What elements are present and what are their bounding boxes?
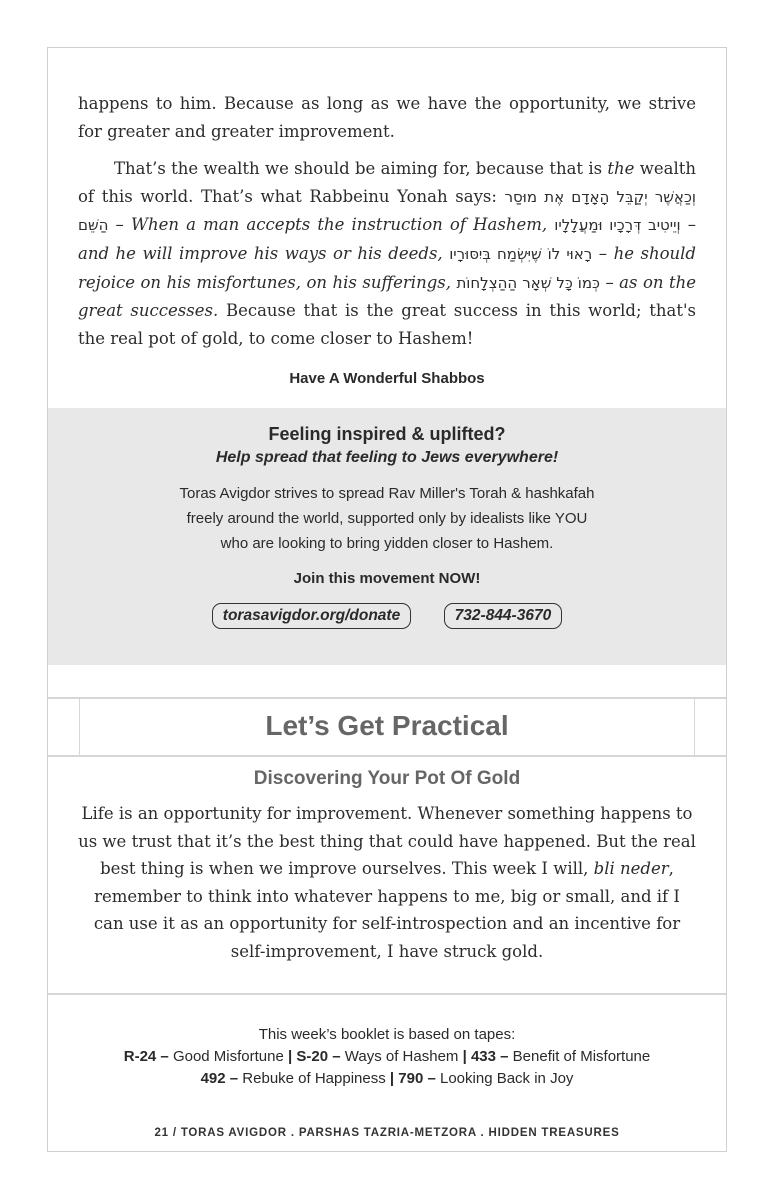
tapes: This week’s booklet is based on tapes: R-24 – Good Misfortune | S-20 – Ways of Hashem | 433 – Benefit of Misfortune 492 – Rebuke of Happiness | 790 – Looking Back in Joy bbox=[48, 1024, 726, 1090]
tape-code: 790 – bbox=[398, 1070, 436, 1087]
promo-line: Toras Avigdor strives to spread Rav Miller's Torah & hashkafah bbox=[179, 485, 595, 502]
paragraph-wealth bbox=[78, 155, 696, 352]
tape-code: S-20 – bbox=[296, 1048, 341, 1065]
practical-paragraph bbox=[78, 800, 696, 966]
paragraph-intro: happens to him. Because as long as we have the opportunity, we strive for greater and greater improvement. bbox=[78, 94, 696, 141]
translation: – and he will improve his ways or his deeds, bbox=[78, 215, 696, 263]
hebrew-quote: כְּמוֹ כָּל שְׁאָר הַהַצְלָחוֹת bbox=[456, 273, 600, 292]
translation: – he should rejoice on his misfortunes, on his sufferings, bbox=[78, 243, 696, 292]
translation: – as on the great successes. bbox=[78, 272, 697, 321]
tape-code: 492 – bbox=[200, 1070, 239, 1087]
tape-title: Rebuke of Happiness bbox=[238, 1070, 386, 1087]
signoff: Have A Wonderful Shabbos bbox=[289, 370, 485, 388]
text-italic: the bbox=[607, 159, 635, 179]
promo-subtitle: Help spread that feeling to Jews everywhere! bbox=[215, 449, 559, 466]
section-header-title: Let’s Get Practical bbox=[79, 699, 695, 755]
text: , remember to think into whatever happens to me, big or small, and if I can use it as an opportunity for self-introspection and an incentive for self-improvement, I have struck gold. bbox=[93, 859, 681, 961]
tape-title: Ways of Hashem bbox=[340, 1048, 459, 1065]
donation-box bbox=[48, 408, 726, 665]
page-footer: 21 / TORAS AVIGDOR . PARSHAS TAZRIA-METZORA . HIDDEN TREASURES bbox=[154, 1127, 620, 1139]
promo-title: Feeling inspired & uplifted? bbox=[268, 424, 506, 444]
promo-line: freely around the world, supported only by idealists like YOU bbox=[186, 510, 588, 527]
translation: – When a man accepts the instruction of Hashem, bbox=[108, 215, 555, 235]
section-header bbox=[48, 697, 726, 757]
promo-cta: Join this movement NOW! bbox=[293, 570, 481, 587]
promo-line: who are looking to bring yidden closer to Hashem. bbox=[220, 535, 554, 552]
tapes-intro: This week’s booklet is based on tapes: bbox=[258, 1026, 516, 1043]
text: That’s the wealth we should be aiming for, because that is bbox=[114, 159, 608, 179]
tape-code: 433 – bbox=[470, 1048, 509, 1065]
phone-link[interactable]: 732-844-3670 bbox=[444, 603, 563, 629]
tape-title: Benefit of Misfortune bbox=[508, 1048, 651, 1065]
text: Life is an opportunity for improvement. Whenever something happens to us we trust that it’s the best thing that could have happened. But the real best thing is when we improve ourselves. This week I will, bbox=[78, 804, 696, 879]
practical-title: Discovering Your Pot Of Gold bbox=[253, 768, 521, 789]
tape-code: R-24 – bbox=[123, 1048, 169, 1065]
text: wealth of this world. That’s what Rabbeinu Yonah says: bbox=[78, 159, 696, 206]
text-italic: bli neder bbox=[593, 859, 669, 879]
tape-title: Good Misfortune bbox=[168, 1048, 284, 1065]
donate-link[interactable]: torasavigdor.org/donate bbox=[212, 603, 411, 629]
text: Because that is the great success in this world; that's the real pot of gold, to come closer to Hashem! bbox=[78, 301, 697, 348]
hebrew-quote: וְיֵיטִיב דְּרָכָיו וּמַעֲלָלָיו bbox=[554, 216, 681, 235]
hebrew-quote: רָאוּי לוֹ שֶׁיִּשְׂמַח בְּיִסּוּרָיו bbox=[449, 244, 593, 263]
page bbox=[47, 47, 727, 1152]
tape-title: Looking Back in Joy bbox=[435, 1070, 574, 1087]
hebrew-quote: וְכַאֲשֶׁר יְקַבֵּל הָאָדָם אֶת מוּסַר הַשֵּׁם bbox=[78, 187, 696, 235]
